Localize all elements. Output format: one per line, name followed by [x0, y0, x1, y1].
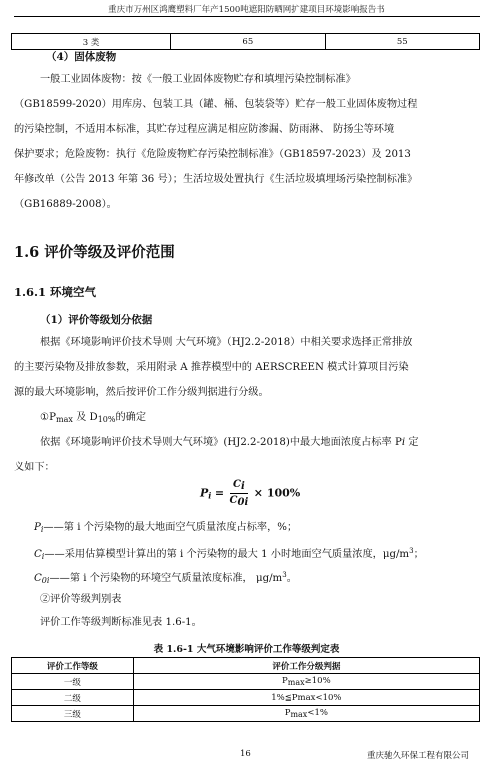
section-heading: 1.6 评价等级及评价范围 [14, 244, 175, 261]
num-symbol: C [233, 479, 241, 490]
definition-ci [34, 541, 424, 567]
criterion-cell [133, 706, 479, 722]
formula-factor: × 100% [253, 486, 301, 500]
formula-fraction [230, 478, 249, 509]
num-sub: i [240, 481, 245, 492]
paragraph-line: 评价工作等级判断标准见表 1.6-1。 [40, 617, 202, 628]
item-grade-table: ②评价等级判别表 [40, 594, 122, 605]
criterion-rest: ≥10% [304, 676, 331, 686]
def-sub: 0i [41, 576, 50, 585]
subsection-heading: 1.6.1 环境空气 [14, 285, 97, 299]
grade-cell: 三级 [12, 706, 134, 722]
criterion-sub: max [290, 710, 308, 719]
definition-pi [34, 517, 297, 540]
table-row [12, 674, 480, 690]
page-header: 重庆市万州区鸿鹰塑料厂年产1500吨遮阳防晒网扩建项目环境影响报告书 [108, 5, 385, 15]
column-header: 评价工作等级 [12, 658, 134, 674]
criterion-p: 1%≦Pmax<10% [271, 692, 342, 703]
criterion-rest: <1% [307, 708, 328, 718]
criterion-p: P [284, 708, 291, 718]
page-number: 16 [240, 749, 251, 759]
grade-cell: 二级 [12, 690, 134, 706]
paragraph-line: （GB16889-2008）。 [14, 199, 117, 210]
item-suffix: 的确定 [115, 412, 147, 423]
def-tail: ； [413, 549, 424, 560]
den-symbol: C [229, 495, 238, 506]
def-symbol: P [34, 522, 41, 533]
paragraph-line: 根据《环境影响评价技术导则 大气环境》（HJ2.2-2018）中相关要求选择正常排放 [40, 337, 413, 348]
item-mid: 及 D [72, 412, 98, 423]
variable-i: i [401, 437, 406, 448]
criterion-cell [133, 674, 479, 690]
formula-lhs-sub: i [208, 490, 212, 501]
def-tail: 。 [286, 573, 297, 584]
column-header: 评价工作分级判据 [133, 658, 479, 674]
footer-company: 重庆驰久环保工程有限公司 [367, 751, 470, 761]
criterion-sub: max [287, 678, 305, 687]
table-cell: 55 [325, 34, 479, 50]
item-sub-10: 10% [97, 415, 116, 424]
criterion-cell [133, 690, 479, 706]
formula-eq: = [214, 486, 225, 500]
paragraph-line: 保护要求；危险废物：执行《危险废物贮存污染控制标准》（GB18597-2023）及 2013 [14, 149, 411, 160]
table-cell: 3 类 [12, 34, 171, 50]
grade-cell: 一级 [12, 674, 134, 690]
paragraph-line: 的污染控制，不适用本标准，其贮存过程应满足相应防渗漏、防雨淋、 防扬尘等环境 [14, 124, 395, 135]
table-row [12, 690, 480, 706]
formula-lhs: P [200, 486, 209, 500]
item-sub-max: max [56, 415, 73, 424]
def-text: ——采用估算模型计算出的第 i 个污染物的最大 1 小时地面空气质量浓度，μg/m [44, 549, 410, 560]
paragraph-line: 一般工业固体废物：按《一般工业固体废物贮存和填埋污染控制标准》 [40, 74, 356, 85]
sub-heading: （1）评价等级划分依据 [40, 314, 153, 326]
fraction-numerator [230, 478, 249, 494]
paragraph-line: 年修改单（公告 2013 年第 36 号）；生活垃圾处置执行《生活垃圾填埋场污染控制标准》 [14, 174, 418, 185]
formula-pi [200, 478, 300, 509]
header-divider [14, 16, 480, 17]
def-symbol: C [34, 573, 42, 584]
def-text: ——第 i 个污染物的环境空气质量浓度标准， μg/m [49, 573, 283, 584]
grade-table [11, 657, 480, 722]
def-symbol: C [34, 549, 42, 560]
fraction-denominator [230, 494, 249, 509]
paragraph-line: 的主要污染物及排放参数，采用附录 A 推荐模型中的 AERSCREEN 模式计算项目污染 [14, 362, 409, 373]
text-run: 依据《环境影响评价技术导则大气环境》(HJ2.2-2018)中最大地面浓度占标率 P [40, 437, 402, 448]
paragraph-line: 义如下： [14, 462, 55, 473]
den-sub: 0i [237, 497, 249, 508]
item-prefix: ①P [40, 412, 56, 423]
def-sup: 3 [282, 571, 287, 579]
paragraph-line: 源的最大环境影响，然后按评价工作分级判据进行分级。 [14, 387, 269, 398]
table-cell: 65 [171, 34, 325, 50]
table-caption: 表 1.6-1 大气环境影响评价工作等级判定表 [153, 644, 340, 655]
item-pmax-d10 [40, 407, 146, 430]
table-header-row [12, 658, 480, 674]
def-sup: 3 [409, 547, 414, 555]
def-sub: i [40, 525, 44, 534]
paragraph-line: （GB18599-2020）用库房、包装工具（罐、桶、包装袋等）贮存一般工业固体废物过程 [14, 99, 418, 110]
definition-c0i [34, 565, 297, 591]
solid-waste-heading: （4）固体废物 [46, 51, 117, 63]
table-row [12, 706, 480, 722]
def-sub: i [41, 552, 45, 561]
def-text: ——第 i 个污染物的最大地面空气质量浓度占标率，%； [43, 522, 298, 533]
paragraph-line [40, 432, 419, 453]
criterion-p: P [282, 676, 288, 686]
text-run: 定 [405, 437, 419, 448]
